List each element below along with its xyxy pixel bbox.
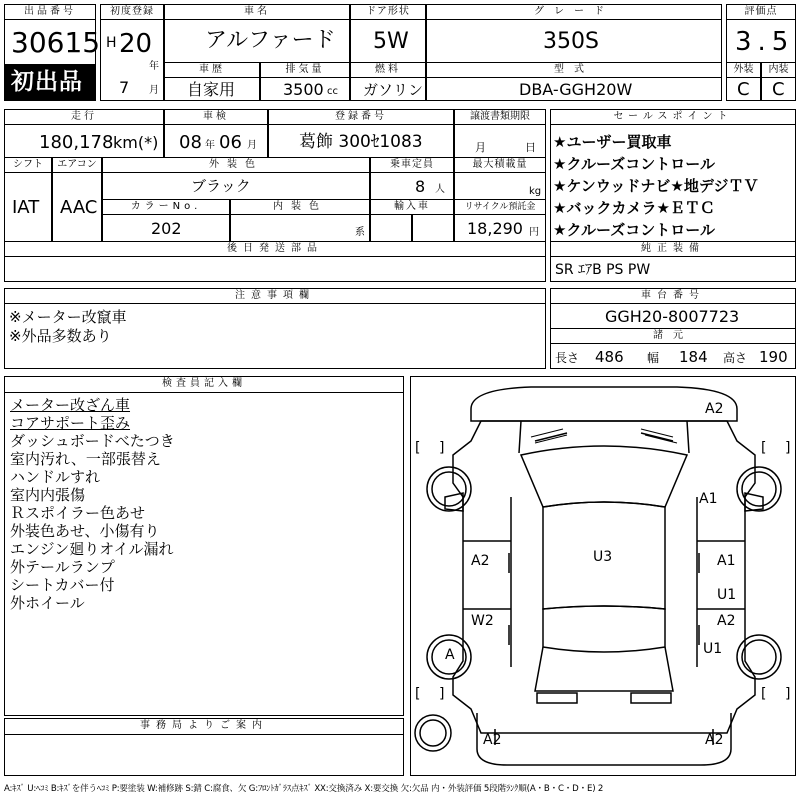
damage-mark-right-rear-door: U1: [717, 587, 737, 603]
color-number-box: [102, 214, 230, 242]
fuel: ガソリン: [363, 81, 424, 99]
car-diagram: [411, 377, 797, 777]
air-conditioner: AAC: [60, 197, 98, 218]
chassis-number-title: 車台番号: [550, 288, 796, 304]
capacity-box: [370, 172, 454, 200]
damage-mark-front-right-top: A2: [705, 401, 724, 417]
first-listing-badge: [4, 65, 96, 101]
genuine-equipment-box: [550, 256, 796, 282]
inspector-comment: 室内汚れ、一部張替え: [10, 450, 161, 468]
transfer-doc-label: 譲渡書類期限: [454, 109, 546, 125]
damage-mark-right-rear-quarter: U1: [703, 641, 723, 657]
height-label: 高さ: [723, 351, 748, 365]
capacity-unit: 人: [435, 184, 445, 195]
inspector-comment: コアサポート歪み: [10, 414, 131, 432]
lot-number-box: [4, 19, 101, 65]
door-type: 5W: [373, 29, 409, 54]
capacity-label: 乗車定員: [370, 157, 454, 173]
displacement-unit: cc: [327, 86, 338, 97]
fuel-label: 燃料: [350, 62, 426, 78]
rating-box: [726, 19, 796, 63]
later-parts-label: 後日発送部品: [4, 241, 546, 257]
ac-label: エアコン: [52, 157, 102, 173]
car-name: アルファード: [205, 28, 336, 53]
grade-label: グレード: [426, 4, 722, 20]
sales-point-4: ★バックカメラ★ＥＴＣ: [553, 199, 715, 217]
front-right-wheel-outline: [737, 467, 781, 511]
notes-title: 注意事項欄: [4, 288, 546, 304]
history: 自家用: [187, 80, 236, 99]
transfer-day-unit: 日: [525, 141, 536, 154]
office-box: [4, 734, 404, 776]
interior-grade: C: [772, 79, 785, 100]
car-name-label: 車名: [164, 4, 350, 20]
registration-month: 7: [119, 78, 130, 97]
import-car-box-a: [370, 214, 412, 242]
office-title: 事務局よりご案内: [4, 718, 404, 735]
exterior-color-label: 外装色: [102, 157, 370, 173]
inspection-year: 08: [179, 132, 202, 153]
bracket-close-left-rear: ]: [439, 686, 445, 702]
sales-point-2: ★クルーズコントロール: [553, 155, 715, 173]
mileage-label: 走行: [4, 109, 164, 125]
plate-label: 登録番号: [268, 109, 454, 125]
note-2: ※外品多数あり: [9, 327, 112, 345]
shift-label: シフト: [4, 157, 52, 173]
chassis-number: GGH20-8007723: [605, 307, 740, 326]
first-registration-box: [100, 19, 164, 101]
exterior-grade-label: 外装: [726, 62, 761, 78]
mileage-box: [4, 124, 164, 158]
windshield-outline: [521, 446, 687, 507]
car-name-box: [164, 19, 350, 63]
inspector-comment: 外テールランプ: [10, 558, 115, 576]
length-value: 486: [595, 348, 624, 366]
dimensions-title: 諸元: [550, 328, 796, 344]
transfer-month-unit: 月: [475, 141, 486, 154]
lot-number: 30615: [11, 26, 101, 59]
inspector-comment: 室内内張傷: [10, 486, 86, 504]
shift-box: [4, 172, 52, 242]
sales-point-3: ★ケンウッドナビ★地デジＴＶ: [553, 177, 759, 195]
lot-number-label: 出品番号: [4, 4, 96, 20]
sales-points-box: [550, 124, 796, 242]
exterior-grade: C: [737, 79, 750, 100]
damage-legend: A:ｷｽﾞ U:ﾍｺﾐ B:ｷｽﾞを伴うﾍｺﾐ P:要塗装 W:補修跡 S:錆 C:腐食、欠 G:ﾌﾛﾝﾄｶﾞﾗｽ点ｷｽﾞ XX:交換済み X:要交換 欠:欠品 内・外装評価 5段階ﾗﾝｸ順(A・B・C・D・E) 2: [4, 784, 604, 794]
damage-mark-left-rear-wheel: A: [445, 647, 455, 663]
later-parts-box: [4, 256, 546, 282]
displacement: 3500: [283, 80, 324, 99]
genuine-equipment: SR ｴｱB PS PW: [555, 262, 651, 278]
interior-grade-box: [761, 77, 796, 101]
grade: 350S: [543, 29, 599, 54]
bracket-open-left-rear: [: [415, 686, 421, 702]
inspector-comment: 外ホイール: [10, 594, 85, 612]
bracket-close-right-rear: ]: [785, 686, 791, 702]
front-bumper-outline: [471, 387, 737, 421]
width-label: 幅: [647, 351, 660, 365]
recycle-deposit-label: リサイクル預託金: [454, 199, 546, 215]
bracket-open-left-front: [: [415, 440, 421, 456]
interior-color-box: [230, 214, 370, 242]
displacement-label: 排気量: [260, 62, 350, 78]
notes-box: [4, 303, 546, 369]
recycle-unit: 円: [529, 227, 539, 238]
import-car-label: 輸入車: [370, 199, 454, 215]
overall-rating: 3.5: [735, 27, 795, 57]
seating-capacity: 8: [415, 177, 426, 196]
color-number-label: カラーNo.: [102, 199, 230, 215]
inspector-box: [4, 392, 404, 716]
inspection-month-unit: 月: [247, 140, 257, 151]
model-code: DBA-GGH20W: [519, 80, 633, 99]
import-car-box-b: [412, 214, 454, 242]
hood-lines: [519, 421, 689, 453]
door-box: [350, 19, 426, 63]
inspector-comment: ハンドルすれ: [10, 468, 101, 486]
inspector-lines: [10, 396, 403, 612]
recycle-deposit: 18,290: [467, 219, 523, 238]
exterior-color: ブラック: [191, 177, 251, 195]
interior-color-unit: 系: [355, 227, 365, 238]
model-label: 型式: [426, 62, 722, 78]
era: H: [106, 35, 117, 51]
height-value: 190: [759, 348, 788, 366]
bracket-close-right-front: ]: [785, 440, 791, 456]
inspector-comment: ダッシュボードべたつき: [10, 432, 175, 450]
first-registration-label: 初度登録: [100, 4, 164, 20]
color-number: 202: [151, 219, 182, 238]
note-1: ※メーター改竄車: [9, 308, 127, 326]
damage-mark-rear-right: A2: [705, 732, 724, 748]
length-label: 長さ: [555, 351, 580, 365]
inspector-comment: 外装色あせ、小傷有り: [10, 522, 160, 540]
month-unit: 月: [149, 85, 159, 96]
inspection-month: 06: [219, 132, 242, 153]
inspector-comment: メーター改ざん車: [10, 396, 131, 414]
mileage: 180,178: [39, 132, 114, 153]
recycle-deposit-box: [454, 214, 546, 242]
fuel-box: [350, 77, 426, 101]
damage-mark-right-mid: A1: [717, 553, 736, 569]
shift: IAT: [12, 197, 40, 218]
max-load-label: 最大積載量: [454, 157, 546, 173]
displacement-box: [260, 77, 350, 101]
rear-bumper-outline: [477, 713, 731, 765]
damage-mark-roof: U3: [593, 549, 613, 565]
door-label: ドア形状: [350, 4, 426, 20]
rear-right-wheel-outline: [737, 635, 781, 679]
grade-box: [426, 19, 722, 63]
exterior-color-box: [102, 172, 370, 200]
inspector-comment: エンジン廻りオイル漏れ: [10, 540, 174, 558]
rear-hatch-outline: [535, 647, 673, 691]
width-value: 184: [679, 348, 708, 366]
exterior-grade-box: [726, 77, 761, 101]
year-unit: 年: [149, 61, 159, 72]
sales-point-5: ★クルーズコントロール: [553, 221, 715, 239]
chassis-number-box: [550, 303, 796, 329]
bracket-close-left-front: ]: [439, 440, 445, 456]
inspector-comment: シートカバー付: [10, 576, 115, 594]
interior-grade-label: 内装: [761, 62, 796, 78]
rear-window-outline: [543, 606, 665, 652]
ac-box: [52, 172, 102, 242]
history-box: [164, 77, 260, 101]
damage-mark-left-front-door: A2: [471, 553, 490, 569]
inspection-year-unit: 年: [205, 140, 215, 151]
tail-lights-outline: [537, 693, 671, 703]
plate-box: [268, 124, 454, 158]
dimensions-box: [550, 343, 796, 369]
sales-point-1: ★ユーザー買取車: [553, 133, 672, 151]
sales-points-title: セールスポイント: [550, 109, 796, 125]
rating-label: 評価点: [726, 4, 796, 20]
inspection-label: 車検: [164, 109, 268, 125]
registration-year: 20: [119, 29, 153, 59]
front-left-wheel-outline: [427, 467, 471, 511]
body-outline: [453, 421, 755, 733]
damage-mark-left-rear: W2: [471, 613, 494, 629]
genuine-equipment-title: 純正装備: [550, 241, 796, 257]
plate-number: 葛飾 300ｾ1083: [299, 132, 423, 152]
first-listing-text: 初出品: [11, 69, 83, 95]
bracket-open-right-rear: [: [761, 686, 767, 702]
transfer-doc-box: [454, 124, 546, 158]
mileage-unit: km(*): [113, 133, 159, 152]
interior-color-label: 内装色: [230, 199, 370, 215]
damage-mark-right-front-door: A1: [699, 491, 718, 507]
inspection-box: [164, 124, 268, 158]
damage-map: [410, 376, 796, 776]
inspector-comment: Ｒスポイラー色あせ: [10, 504, 146, 522]
max-load-unit: kg: [529, 186, 542, 197]
damage-mark-rear-left: A2: [483, 732, 502, 748]
damage-mark-right-rear: A2: [717, 613, 736, 629]
history-label: 車歴: [164, 62, 260, 78]
max-load-box: [454, 172, 546, 200]
model-box: [426, 77, 722, 101]
inspector-title: 検査員記入欄: [4, 376, 404, 393]
bracket-open-right-front: [: [761, 440, 767, 456]
